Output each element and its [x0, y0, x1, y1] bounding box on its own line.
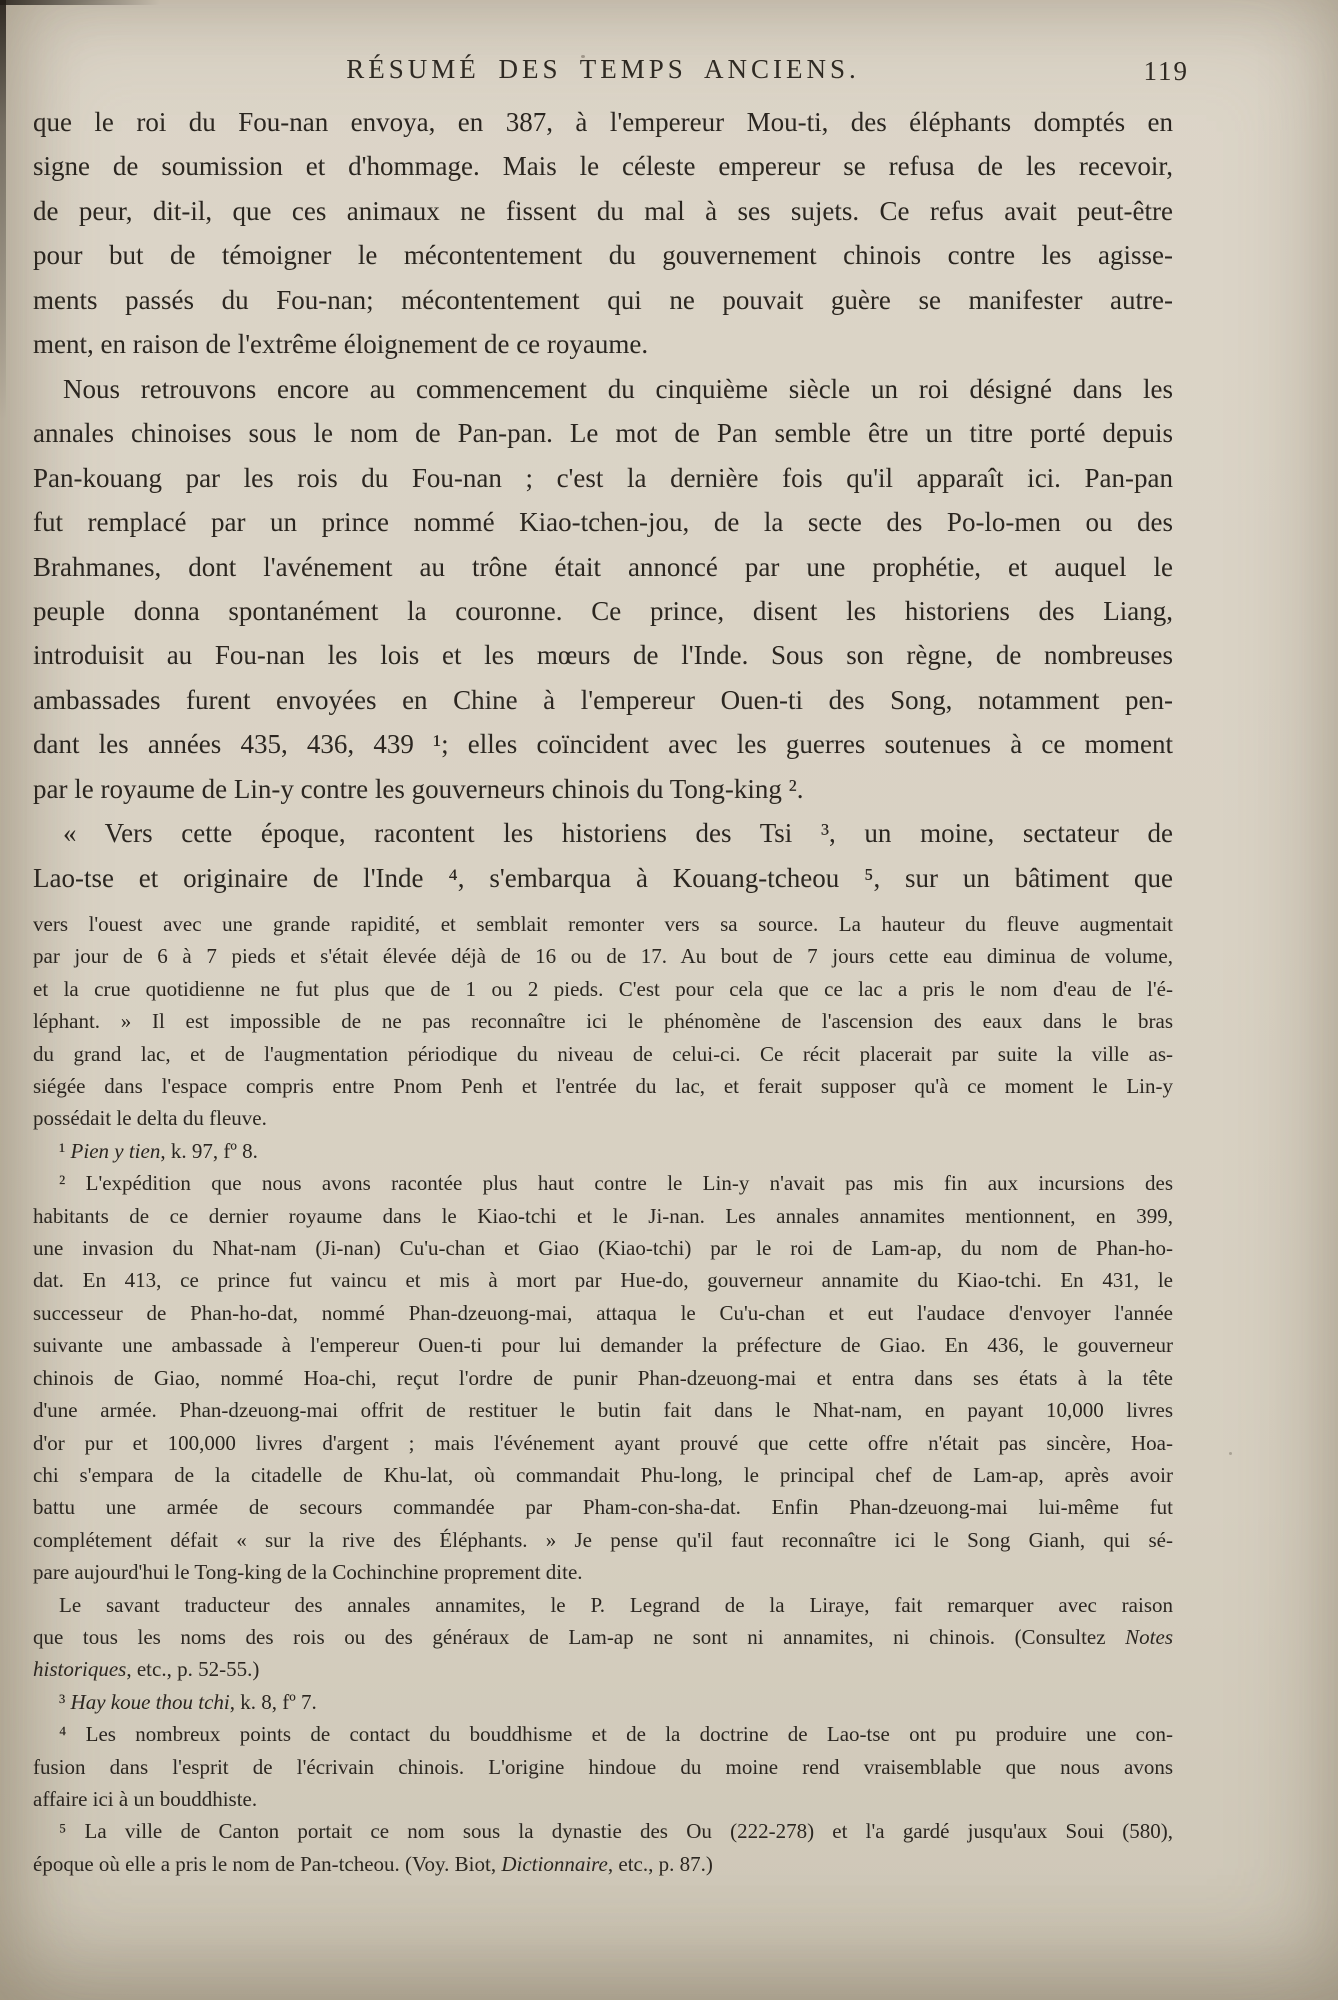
cited-title: Hay koue thou tchi	[70, 1689, 230, 1714]
footnote-line: ⁴ Les nombreux points de contact du bouddhisme et de la doctrine de Lao-tse ont pu produire une con-	[59, 1722, 1173, 1747]
cited-title: Dictionnaire	[501, 1851, 608, 1876]
footnote-text: , etc., p. 52-55.)	[126, 1657, 260, 1682]
body-line: signe de soumission et d'hommage. Mais le céleste empereur se refusa de les recevoir,	[33, 151, 1173, 182]
footnote-text: époque où elle a pris le nom de Pan-tcheou. (Voy. Biot,	[33, 1851, 502, 1876]
footnote-text: , k. 97, fº 8.	[160, 1138, 258, 1163]
footnotes-block	[33, 908, 1173, 1880]
body-line: introduisit au Fou-nan les lois et les mœurs de l'Inde. Sous son règne, de nombreuses	[33, 640, 1173, 671]
body-line: peuple donna spontanément la couronne. Ce prince, disent les historiens des Liang,	[33, 595, 1173, 626]
paper-speck	[1229, 1452, 1232, 1455]
footnote-line: successeur de Phan-ho-dat, nommé Phan-dzeuong-mai, attaqua le Cu'u-chan et eut l'audace d'envoyer l'année	[33, 1300, 1173, 1325]
body-line: annales chinoises sous le nom de Pan-pan. Le mot de Pan semble être un titre porté depuis	[33, 418, 1173, 449]
footnote-line	[33, 1848, 1173, 1880]
body-line: Nous retrouvons encore au commencement du cinquième siècle un roi désigné dans les	[63, 373, 1173, 404]
footnote-line: par jour de 6 à 7 pieds et s'était élevée déjà de 16 ou de 17. Au bout de 7 jours cette eau diminua de volume,	[33, 944, 1173, 969]
body-line: ambassades furent envoyées en Chine à l'empereur Ouen-ti des Song, notamment pen-	[33, 684, 1173, 715]
footnote-line: battu une armée de secours commandée par Pham-con-sha-dat. Enfin Phan-dzeuong-mai lui-même fut	[33, 1495, 1173, 1520]
body-line: de peur, dit-il, que ces animaux ne fissent du mal à ses sujets. Ce refus avait peut-être	[33, 195, 1173, 226]
footnote-text: , etc., p. 87.)	[607, 1851, 713, 1876]
body-line: que le roi du Fou-nan envoya, en 387, à l'empereur Mou-ti, des éléphants domptés en	[33, 107, 1173, 137]
footnote-line: siégée dans l'espace compris entre Pnom Penh et l'entrée du lac, et ferait supposer qu'à ce moment le Lin-y	[33, 1074, 1173, 1099]
page-header	[33, 54, 1189, 90]
body-line: fut remplacé par un prince nommé Kiao-tchen-jou, de la secte des Po-lo-men ou des	[33, 507, 1173, 538]
scan-edge-artifact	[0, 0, 160, 5]
running-header-title: RÉSUMÉ DES TEMPS ANCIENS.	[346, 54, 860, 84]
footnote-line	[33, 1621, 1173, 1653]
footnote-marker: ¹	[59, 1138, 71, 1163]
scan-edge-artifact	[0, 0, 6, 420]
footnote-line: du grand lac, et de l'augmentation périodique du niveau de celui-ci. Ce récit placerait par suite la ville as-	[33, 1041, 1173, 1066]
body-line: Brahmanes, dont l'avénement au trône était annoncé par une prophétie, et auquel le	[33, 551, 1173, 582]
footnote-line: fusion dans l'esprit de l'écrivain chinois. L'origine hindoue du moine rend vraisemblable que nous avons	[33, 1754, 1173, 1779]
footnote-line: ⁵ La ville de Canton portait ce nom sous la dynastie des Ou (222-278) et l'a gardé jusqu'aux Soui (580),	[59, 1819, 1173, 1844]
footnote-line: pare aujourd'hui le Tong-king de la Cochinchine proprement dite.	[33, 1560, 583, 1585]
footnote-line	[33, 1686, 1173, 1718]
footnote-line	[33, 1135, 1173, 1167]
footnote-line: et la crue quotidienne ne fut plus que de 1 ou 2 pieds. C'est pour cela que ce lac a pris le nom d'eau de l'é-	[33, 976, 1173, 1001]
page-number: 119	[1143, 56, 1189, 86]
footnote-text: que tous les noms des rois ou des généraux de Lam-ap ne sont ni annamites, ni chinois. (Consultez	[33, 1624, 1126, 1649]
footnote-marker: ³	[59, 1689, 71, 1714]
body-line: dant les années 435, 436, 439 ¹; elles coïncident avec les guerres soutenues à ce moment	[33, 729, 1173, 760]
cited-title: Pien y tien	[70, 1138, 161, 1163]
body-line: « Vers cette époque, racontent les historiens des Tsi ³, un moine, sectateur de	[63, 818, 1173, 849]
footnote-line: possédait le delta du fleuve.	[33, 1106, 267, 1131]
cited-title: historiques	[33, 1657, 127, 1682]
cited-title: Notes	[1125, 1624, 1173, 1649]
footnote-line: Le savant traducteur des annales annamites, le P. Legrand de la Liraye, fait remarquer avec raison	[59, 1592, 1173, 1617]
footnote-line: une invasion du Nhat-nam (Ji-nan) Cu'u-chan et Giao (Kiao-tchi) par le roi de Lam-ap, du nom de Phan-ho-	[33, 1236, 1173, 1261]
footnote-line: chi s'empara de la citadelle de Khu-lat, où commandait Phu-long, le principal chef de Lam-ap, après avoir	[33, 1462, 1173, 1487]
footnote-line: complétement défait « sur la rive des Éléphants. » Je pense qu'il faut reconnaître ici le Song Gianh, qui sé-	[33, 1527, 1173, 1552]
footnote-line: d'or pur et 100,000 livres d'argent ; mais l'événement ayant prouvé que cette offre n'était pas sincère, Hoa-	[33, 1430, 1173, 1455]
footnote-line: suivante une ambassade à l'empereur Ouen-ti pour lui demander la préfecture de Giao. En 436, le gouverneur	[33, 1333, 1173, 1358]
body-line: Pan-kouang par les rois du Fou-nan ; c'est la dernière fois qu'il apparaît ici. Pan-pan	[33, 462, 1173, 493]
footnote-line: affaire ici à un bouddhiste.	[33, 1786, 258, 1811]
body-line: ments passés du Fou-nan; mécontentement qui ne pouvait guère se manifester autre-	[33, 284, 1173, 315]
footnote-line: habitants de ce dernier royaume dans le Kiao-tchi et le Ji-nan. Les annales annamites mentionnent, en 399,	[33, 1203, 1173, 1228]
footnote-line: chinois de Giao, nommé Hoa-chi, reçut l'ordre de punir Phan-dzeuong-mai et entra dans ses états à la tête	[33, 1365, 1173, 1390]
footnote-line: d'une armée. Phan-dzeuong-mai offrit de restituer le butin fait dans le Nhat-nam, en payant 10,000 livres	[33, 1398, 1173, 1423]
footnote-line: léphant. » Il est impossible de ne pas reconnaître ici le phénomène de l'ascension des eaux dans le bras	[33, 1009, 1173, 1034]
body-line: pour but de témoigner le mécontentement du gouvernement chinois contre les agisse-	[33, 240, 1173, 271]
footnote-text: , k. 8, fº 7.	[229, 1689, 317, 1714]
main-text	[33, 100, 1173, 900]
footnote-line: dat. En 413, ce prince fut vaincu et mis à mort par Hue-do, gouverneur annamite du Kiao-tchi. En 431, le	[33, 1268, 1173, 1293]
body-line: par le royaume de Lin-y contre les gouverneurs chinois du Tong-king ².	[33, 773, 804, 804]
footnote-line	[33, 1653, 1173, 1685]
footnote-line: ² L'expédition que nous avons racontée plus haut contre le Lin-y n'avait pas mis fin aux incursions des	[59, 1171, 1173, 1196]
body-line: ment, en raison de l'extrême éloignement de ce royaume.	[33, 329, 649, 360]
body-line: Lao-tse et originaire de l'Inde ⁴, s'embarqua à Kouang-tcheou ⁵, sur un bâtiment que	[33, 862, 1173, 893]
footnote-line: vers l'ouest avec une grande rapidité, et semblait remonter vers sa source. La hauteur du fleuve augmentait	[33, 912, 1173, 936]
